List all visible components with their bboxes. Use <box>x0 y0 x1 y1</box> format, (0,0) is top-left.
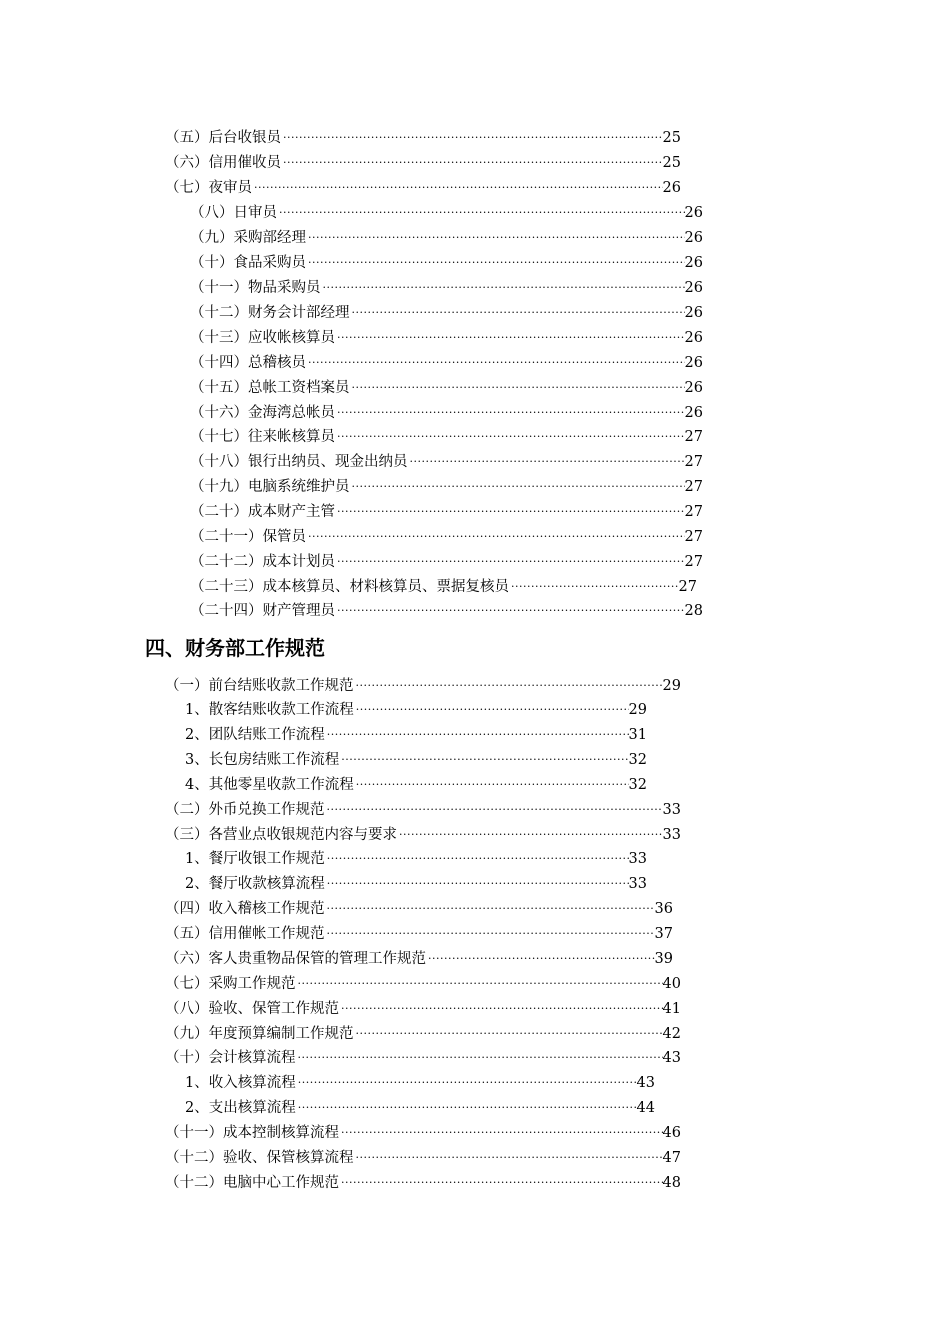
toc-entry-label: （二十四）财产管理员 <box>190 603 335 619</box>
toc-entry[interactable] <box>165 1047 681 1069</box>
toc-entry-label: （十七）往来帐核算员 <box>190 429 335 445</box>
toc-entry-label: （一）前台结账收款工作规范 <box>165 678 354 694</box>
toc-entry-page: 26 <box>662 180 681 196</box>
toc-entry[interactable] <box>165 1172 681 1194</box>
toc-entry[interactable] <box>190 451 703 473</box>
toc-subentry[interactable] <box>185 1072 655 1094</box>
toc-entry-page: 26 <box>684 380 703 396</box>
dot-leader <box>350 377 685 399</box>
dot-leader <box>277 202 685 224</box>
toc-subentry[interactable] <box>185 724 647 746</box>
dot-leader <box>296 1072 637 1094</box>
toc-entry-label: （十三）应收帐核算员 <box>190 330 335 346</box>
toc-entry-label: （十二）验收、保管核算流程 <box>165 1150 354 1166</box>
toc-entry-label: （六）信用催收员 <box>165 155 281 171</box>
toc-entry-page: 32 <box>628 752 647 768</box>
toc-subentry[interactable] <box>185 774 647 796</box>
toc-entry-page: 26 <box>684 305 703 321</box>
toc-entry-page: 33 <box>628 851 647 867</box>
dot-leader <box>325 724 629 746</box>
toc-entry[interactable] <box>190 576 697 598</box>
toc-entry-page: 26 <box>684 205 703 221</box>
dot-leader <box>296 1047 663 1069</box>
dot-leader <box>354 699 629 721</box>
toc-entry-page: 26 <box>684 355 703 371</box>
dot-leader <box>325 873 629 895</box>
toc-entry[interactable] <box>165 973 681 995</box>
toc-entry-page: 47 <box>662 1150 681 1166</box>
dot-leader <box>306 526 685 548</box>
dot-leader <box>354 1023 663 1045</box>
toc-entry-page: 25 <box>662 130 681 146</box>
toc-entry-page: 43 <box>662 1050 681 1066</box>
toc-entry[interactable] <box>165 998 681 1020</box>
toc-entry[interactable] <box>165 675 681 697</box>
toc-entry-page: 26 <box>684 255 703 271</box>
toc-entry-label: （六）客人贵重物品保管的管理工作规范 <box>165 951 426 967</box>
toc-entry-page: 39 <box>654 951 673 967</box>
toc-entry-page: 44 <box>636 1100 655 1116</box>
toc-subentry[interactable] <box>185 699 647 721</box>
dot-leader <box>339 1172 663 1194</box>
toc-entry-page: 27 <box>678 579 697 595</box>
dot-leader <box>252 177 663 199</box>
toc-entry-label: （十六）金海湾总帐员 <box>190 405 335 421</box>
toc-entry-page: 33 <box>662 827 681 843</box>
toc-entry[interactable] <box>165 1122 681 1144</box>
toc-entry-page: 26 <box>684 280 703 296</box>
dot-leader <box>335 402 685 424</box>
dot-leader <box>325 923 655 945</box>
dot-leader <box>296 1097 637 1119</box>
toc-subentry[interactable] <box>185 1097 655 1119</box>
toc-entry[interactable] <box>190 402 703 424</box>
toc-entry-page: 31 <box>628 727 647 743</box>
toc-entry[interactable] <box>165 948 673 970</box>
toc-entry-label: （十九）电脑系统维护员 <box>190 479 350 495</box>
toc-entry-page: 28 <box>684 603 703 619</box>
dot-leader <box>306 252 685 274</box>
toc-entry-page: 48 <box>662 1175 681 1191</box>
toc-entry[interactable] <box>165 799 681 821</box>
toc-entry-page: 27 <box>684 454 703 470</box>
dot-leader <box>321 277 685 299</box>
toc-entry-label: 4、其他零星收款工作流程 <box>185 777 354 793</box>
toc-entry-label: （二十）成本财产主管 <box>190 504 335 520</box>
toc-entry-page: 29 <box>662 678 681 694</box>
dot-leader <box>509 576 679 598</box>
toc-entry-label: （十一）成本控制核算流程 <box>165 1125 339 1141</box>
toc-entry-page: 27 <box>684 529 703 545</box>
toc-entry-label: （九）采购部经理 <box>190 230 306 246</box>
toc-entry-page: 26 <box>684 330 703 346</box>
dot-leader <box>354 675 663 697</box>
toc-entry-label: 2、餐厅收款核算流程 <box>185 876 325 892</box>
toc-entry-label: （二）外币兑换工作规范 <box>165 802 325 818</box>
toc-entry[interactable] <box>165 1147 681 1169</box>
toc-entry[interactable] <box>190 227 703 249</box>
toc-entry-page: 27 <box>684 479 703 495</box>
dot-leader <box>306 352 685 374</box>
dot-leader <box>339 998 663 1020</box>
dot-leader <box>281 152 663 174</box>
toc-entry-page: 26 <box>684 405 703 421</box>
dot-leader <box>325 898 655 920</box>
toc-entry-label: 2、团队结账工作流程 <box>185 727 325 743</box>
toc-entry-page: 25 <box>662 155 681 171</box>
toc-entry[interactable] <box>165 898 673 920</box>
dot-leader <box>350 476 685 498</box>
toc-entry-page: 33 <box>628 876 647 892</box>
toc-subentry[interactable] <box>185 848 647 870</box>
toc-entry-page: 33 <box>662 802 681 818</box>
toc-entry-label: （十二）财务会计部经理 <box>190 305 350 321</box>
toc-entry-label: （七）采购工作规范 <box>165 976 296 992</box>
toc-entry[interactable] <box>165 127 681 149</box>
toc-entry[interactable] <box>165 1023 681 1045</box>
dot-leader <box>397 824 663 846</box>
dot-leader <box>281 127 663 149</box>
dot-leader <box>354 774 629 796</box>
toc-entry-page: 36 <box>654 901 673 917</box>
toc-entry-page: 42 <box>662 1026 681 1042</box>
toc-entry[interactable] <box>165 824 681 846</box>
toc-entry-label: （二十一）保管员 <box>190 529 306 545</box>
dot-leader <box>354 1147 663 1169</box>
toc-entry[interactable] <box>190 526 703 548</box>
dot-leader <box>335 551 685 573</box>
dot-leader <box>408 451 685 473</box>
toc-entry-page: 37 <box>654 926 673 942</box>
toc-entry-label: （十五）总帐工资档案员 <box>190 380 350 396</box>
toc-entry[interactable] <box>190 302 703 324</box>
toc-entry-page: 27 <box>684 504 703 520</box>
toc-entry[interactable] <box>190 476 703 498</box>
toc-entry-label: 1、散客结账收款工作流程 <box>185 702 354 718</box>
dot-leader <box>339 749 628 771</box>
toc-entry-label: （十）会计核算流程 <box>165 1050 296 1066</box>
toc-entry-label: 2、支出核算流程 <box>185 1100 296 1116</box>
dot-leader <box>296 973 663 995</box>
toc-entry-label: （二十三）成本核算员、材料核算员、票据复核员 <box>190 579 509 595</box>
toc-entry-label: （十八）银行出纳员、现金出纳员 <box>190 454 408 470</box>
toc-entry-label: 1、餐厅收银工作规范 <box>185 851 325 867</box>
toc-entry-page: 46 <box>662 1125 681 1141</box>
toc-entry-page: 40 <box>662 976 681 992</box>
toc-entry[interactable] <box>190 252 703 274</box>
toc-entry-label: （十一）物品采购员 <box>190 280 321 296</box>
toc-entry-label: （五）后台收银员 <box>165 130 281 146</box>
toc-entry-page: 27 <box>684 554 703 570</box>
toc-entry[interactable] <box>165 152 681 174</box>
toc-entry[interactable] <box>190 277 703 299</box>
dot-leader <box>426 948 655 970</box>
toc-entry-label: （十二）电脑中心工作规范 <box>165 1175 339 1191</box>
toc-entry[interactable] <box>190 551 703 573</box>
toc-entry-page: 43 <box>636 1075 655 1091</box>
toc-entry-label: （十四）总稽核员 <box>190 355 306 371</box>
toc-entry-label: （四）收入稽核工作规范 <box>165 901 325 917</box>
toc-entry-label: （三）各营业点收银规范内容与要求 <box>165 827 397 843</box>
toc-entry[interactable] <box>190 327 703 349</box>
toc-entry-page: 26 <box>684 230 703 246</box>
toc-entry-page: 41 <box>662 1001 681 1017</box>
toc-entry-label: 3、长包房结账工作流程 <box>185 752 340 768</box>
toc-entry[interactable] <box>190 600 703 622</box>
dot-leader <box>306 227 685 249</box>
toc-entry-label: （十）食品采购员 <box>190 255 306 271</box>
toc-entry[interactable] <box>190 202 703 224</box>
dot-leader <box>335 600 685 622</box>
toc-entry-page: 32 <box>628 777 647 793</box>
toc-entry-label: （二十二）成本计划员 <box>190 554 335 570</box>
toc-subentry[interactable] <box>185 873 647 895</box>
toc-entry-page: 27 <box>684 429 703 445</box>
toc-entry[interactable] <box>190 377 703 399</box>
dot-leader <box>325 848 629 870</box>
dot-leader <box>335 426 685 448</box>
dot-leader <box>335 327 685 349</box>
toc-entry-label: （八）验收、保管工作规范 <box>165 1001 339 1017</box>
toc-entry-label: 1、收入核算流程 <box>185 1075 296 1091</box>
toc-entry-label: （八）日审员 <box>190 205 277 221</box>
toc-entry-label: （五）信用催帐工作规范 <box>165 926 325 942</box>
toc-entry-label: （九）年度预算编制工作规范 <box>165 1026 354 1042</box>
toc-entry[interactable] <box>190 501 703 523</box>
toc-subentry[interactable] <box>185 749 647 771</box>
toc-entry-label: （七）夜审员 <box>165 180 252 196</box>
toc-entry[interactable] <box>190 426 703 448</box>
dot-leader <box>350 302 685 324</box>
dot-leader <box>339 1122 663 1144</box>
toc-entry[interactable] <box>165 177 681 199</box>
toc-entry[interactable] <box>165 923 673 945</box>
section-heading: 四、财务部工作规范 <box>145 636 325 660</box>
toc-entry-page: 29 <box>628 702 647 718</box>
toc-entry[interactable] <box>190 352 703 374</box>
dot-leader <box>325 799 663 821</box>
dot-leader <box>335 501 685 523</box>
